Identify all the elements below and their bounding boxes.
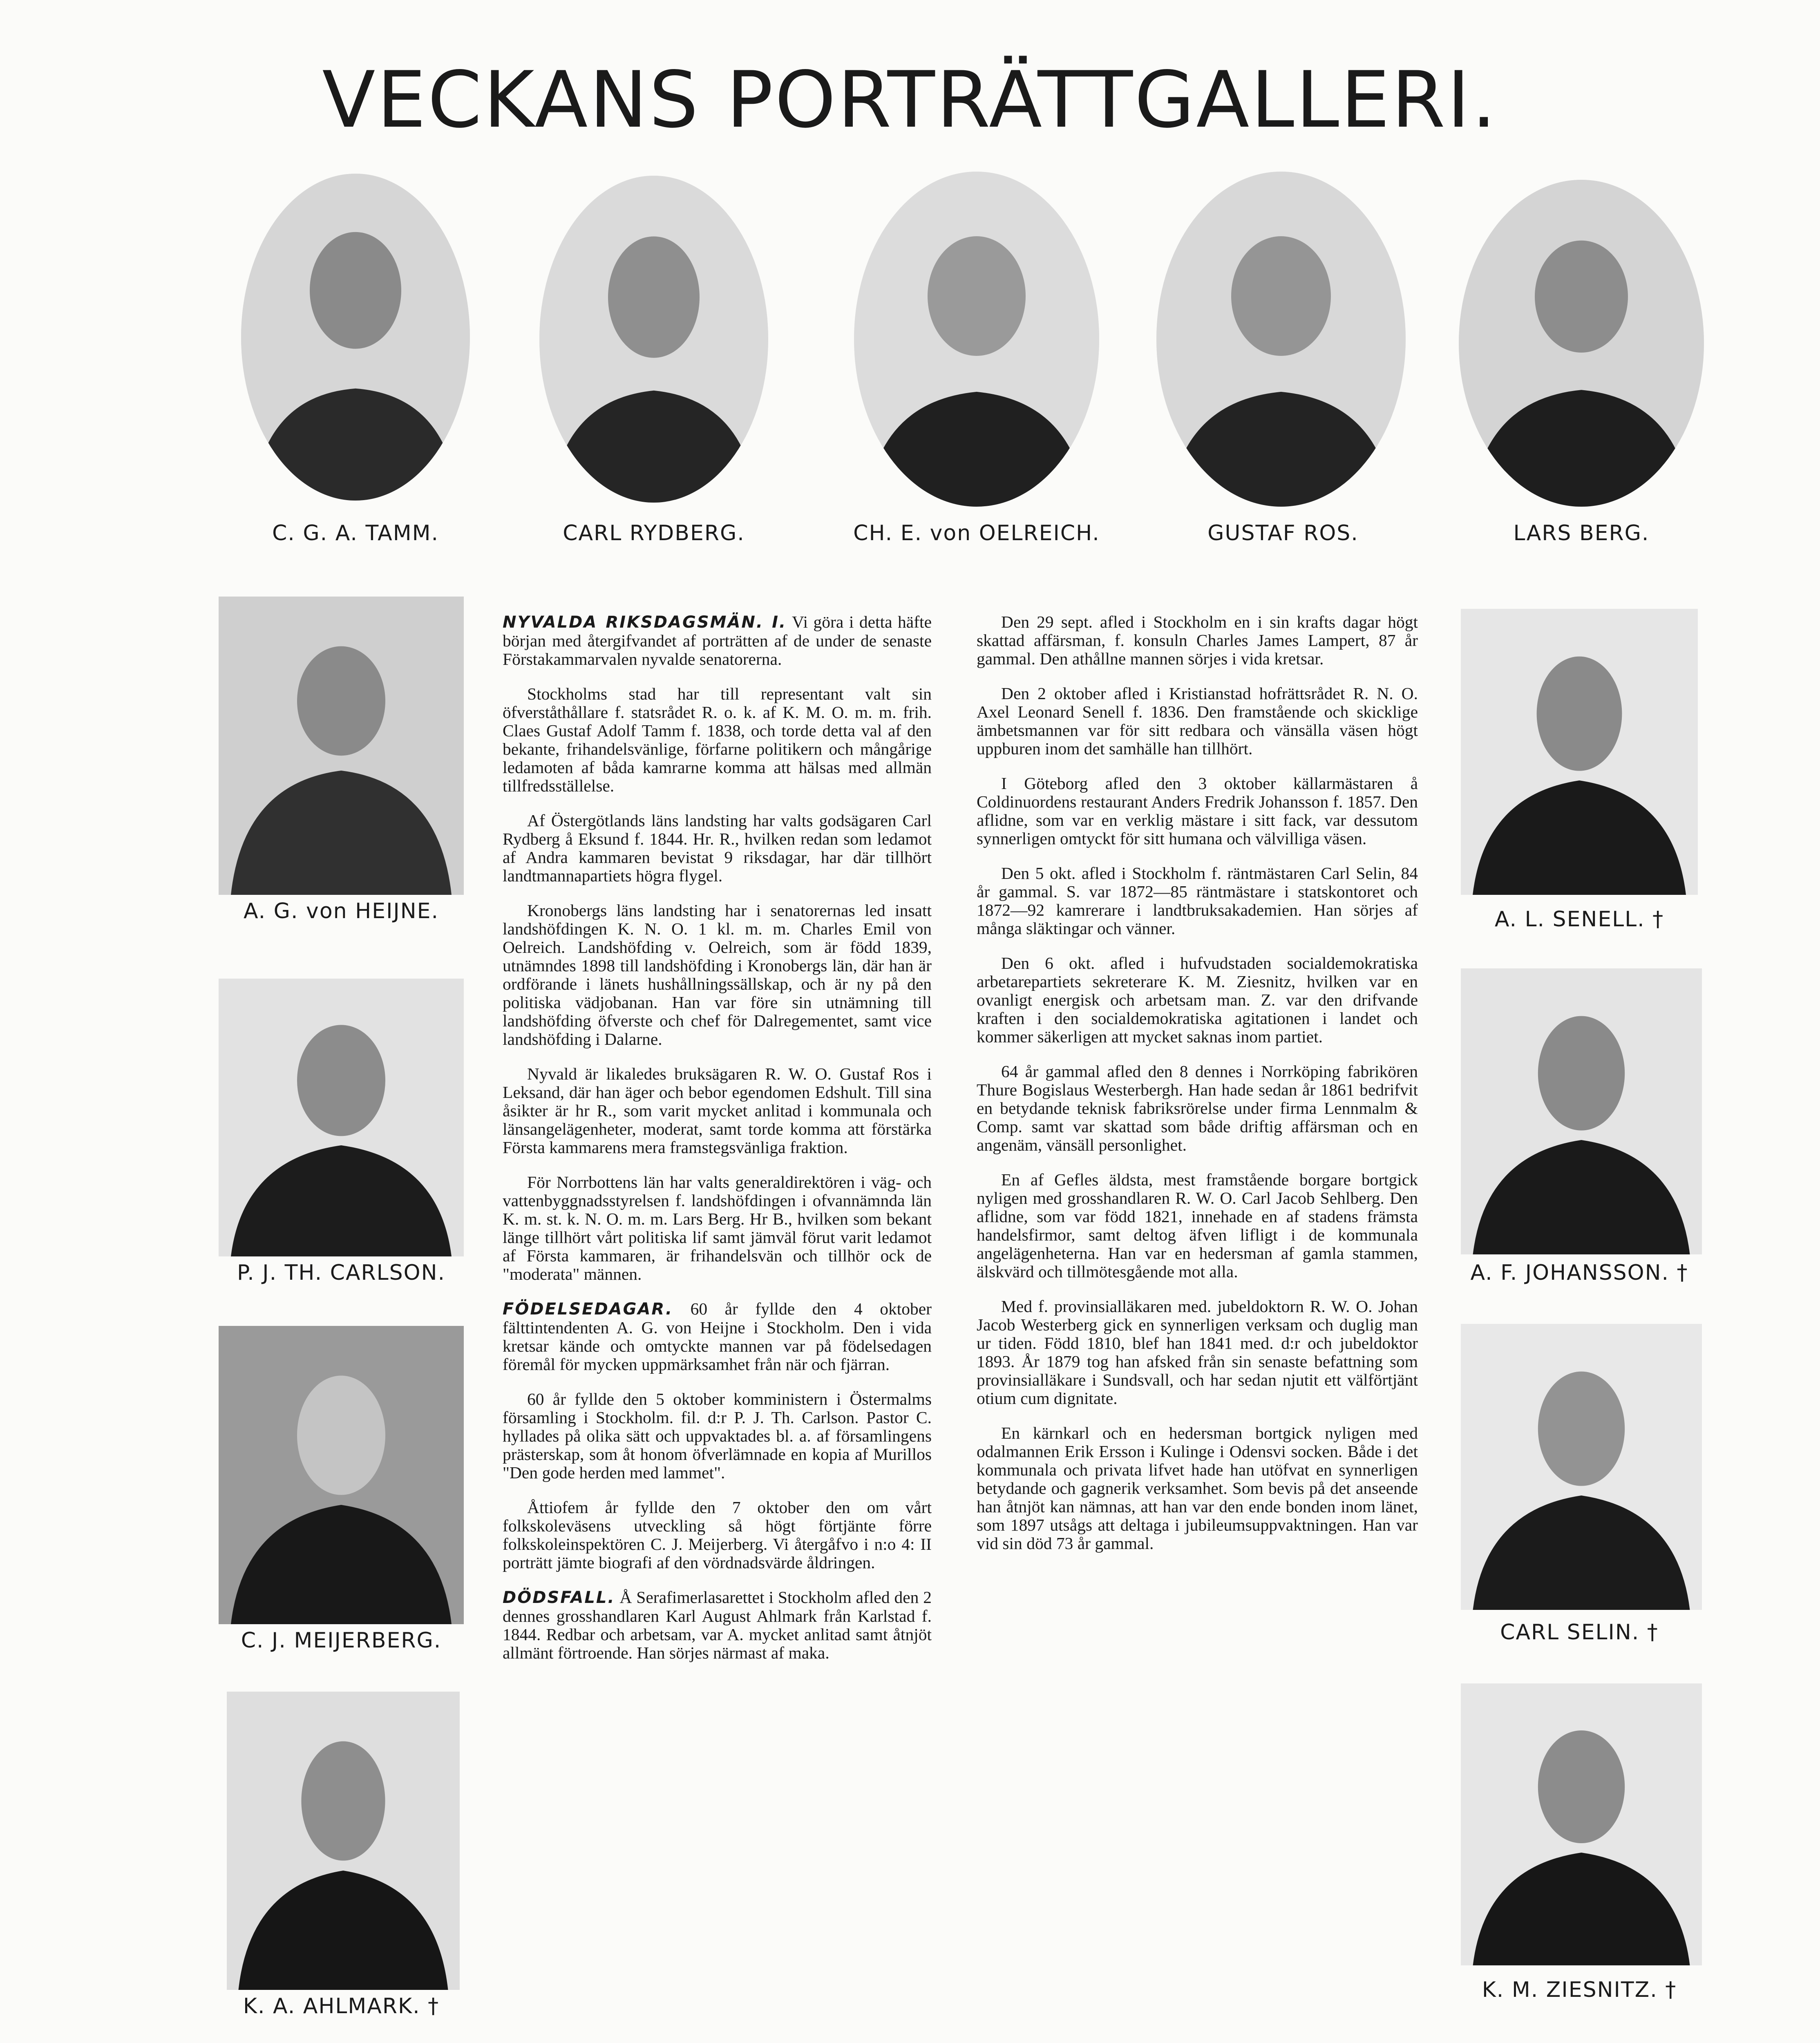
caption-johansson: A. F. JOHANSSON. † xyxy=(1470,1261,1688,1285)
paragraph-text: Åttiofem år fyllde den 7 oktober den om vårt folkskoleväsens utveckling så högt förtjänte förre folkskoleinspektören C. J. Meijerberg. Vi återgåfvo i n:o 4: II porträtt jämte biografi af den vördnadsvärde åldringen. xyxy=(503,1498,932,1572)
caption-heijne: A. G. von HEIJNE. xyxy=(243,899,439,923)
portrait-ros xyxy=(1156,172,1406,507)
section-heading: FÖDELSEDAGAR. xyxy=(503,1300,673,1319)
caption-tamm: C. G. A. TAMM. xyxy=(272,521,439,545)
paragraph-text: Af Östergötlands läns landsting har valts godsägaren Carl Rydberg å Eksund f. 1844. Hr. R., hvilken redan som ledamot af Andra kammaren bevistat 9 riksdagar, har där tillhört landtmannapartiets högra flygel. xyxy=(503,811,932,885)
caption-ziesnitz: K. M. ZIESNITZ. † xyxy=(1482,1978,1677,2002)
article-paragraph: Den 29 sept. afled i Stockholm en i sin krafts dagar högt skattad affärsman, f. konsuln Charles James Lampert, 87 år gammal. Den athållne mannen sörjes i vida kretsar. xyxy=(977,612,1418,668)
portrait-berg xyxy=(1459,180,1704,507)
portrait-johansson xyxy=(1461,968,1702,1254)
article-paragraph xyxy=(503,1498,932,1572)
article-paragraph xyxy=(503,901,932,1048)
article-paragraph xyxy=(503,1300,932,1374)
article-paragraph xyxy=(503,685,932,795)
article-column-right xyxy=(977,613,1418,1569)
caption-oelreich: CH. E. von OELREICH. xyxy=(853,521,1100,545)
article-paragraph xyxy=(503,1065,932,1157)
paragraph-text: 60 år fyllde den 5 oktober komministern i Östermalms församling i Stockholm. fil. d:r P. J. Th. Carlson. Pastor C. hyllades på olika sätt och uppvaktades bl. a. af församlingens prästerskap, som åt honom öfverlämnade en kopia af Murillos "Den gode herden med lammet". xyxy=(503,1390,932,1482)
portrait-oelreich xyxy=(854,172,1099,507)
article-paragraph xyxy=(503,1390,932,1482)
portrait-carlson xyxy=(219,979,464,1256)
paragraph-text: Stockholms stad har till representant valt sin öfverståthållare f. statsrådet R. o. k. af K. M. O. m. m. frih. Claes Gustaf Adolf Tamm f. 1838, och torde detta val af den bekante, frihandelsvänlige, förfarne politikern och mångårige ledamoten af båda kamrarne komma att hälsas med allmän tillfredsställelse. xyxy=(503,684,932,795)
paragraph-text: Å Serafimerlasarettet i Stockholm afled den 2 dennes grosshandlaren Karl August Ahlmark från Karlstad f. 1844. Redbar och arbetsam, var A. mycket anlitad samt åtnjöt allmänt förtroende. Han sörjes närmast af maka. xyxy=(503,1588,932,1662)
article-paragraph: Med f. provinsialläkaren med. jubeldoktorn R. W. O. Johan Jacob Westerberg gick en synnerligen verksam och duglig man ur tiden. Född 1810, blef han 1841 med. d:r och jubeldoktor 1893. År 1879 tog han afsked från sin senaste befattning som provinsialläkare i Sundsvall, och har sedan njutit ett välförtjänt otium cum dignitate. xyxy=(977,1297,1418,1408)
paragraph-text: 60 år fyllde den 4 oktober fälttintendenten A. G. von Heijne i Stockholm. Den i vida kretsar kände och omtyckte mannen var på födelsedagen föremål för mycken uppmärksamhet från när och fjärran. xyxy=(503,1299,932,1374)
paragraph-text: Vi göra i detta häfte början med återgifvandet af porträtten af de under de senaste Förstakammarvalen nyvalde senatorerna. xyxy=(503,612,932,668)
article-paragraph xyxy=(503,1173,932,1283)
portrait-meijerberg xyxy=(219,1326,464,1624)
caption-selin: CARL SELIN. † xyxy=(1500,1620,1659,1645)
article-column-left xyxy=(503,613,932,1679)
portrait-rydberg xyxy=(539,176,768,503)
caption-senell: A. L. SENELL. † xyxy=(1494,907,1664,932)
caption-berg: LARS BERG. xyxy=(1513,521,1650,545)
caption-carlson: P. J. TH. CARLSON. xyxy=(237,1261,446,1285)
article-paragraph: Den 5 okt. afled i Stockholm f. räntmästaren Carl Selin, 84 år gammal. S. var 1872—85 räntmästare i statskontoret och 1872—92 kamrerare i landtbruksakademien. Han sörjes af många släktingar och vänner. xyxy=(977,864,1418,938)
article-paragraph xyxy=(503,1588,932,1662)
section-heading: NYVALDA RIKSDAGSMÄN. I. xyxy=(503,613,787,632)
page-title: VECKANS PORTRÄTTGALLERI. xyxy=(322,55,1498,145)
caption-ahlmark: K. A. AHLMARK. † xyxy=(243,1994,440,2018)
article-paragraph: Den 6 okt. afled i hufvudstaden socialdemokratiska arbetarepartiets sekreterare K. M. Ziesnitz, hvilken var en ovanligt energisk och arbetsam man. Z. var den drifvande kraften i den socialdemokratiska agitationen i landet och kommer säkerligen att mycket saknas inom partiet. xyxy=(977,954,1418,1046)
article-paragraph: En af Gefles äldsta, mest framstående borgare bortgick nyligen med grosshandlaren R. W. O. Carl Jacob Sehlberg. Den aflidne, som var född 1821, innehade en af stadens främsta handelsfirmor, samt deltog äfven lifligt i de kommunala angelägenheterna. Han var en hedersman af gamla stammen, älskvärd och tillmötesgående mot alla. xyxy=(977,1170,1418,1281)
portrait-ahlmark xyxy=(227,1692,460,1990)
portrait-heijne xyxy=(219,597,464,895)
caption-ros: GUSTAF ROS. xyxy=(1207,521,1359,545)
paragraph-text: Kronobergs läns landsting har i senatorernas led insatt landshöfdingen K. N. O. 1 kl. m. m. Charles Emil von Oelreich. Landshöfding v. Oelreich, som är född 1839, utnämndes 1898 till landshöfding i Kronobergs län, där han är ordförande i länets hushållningssällskap, och är ny på den politiska vädjobanan. Han var före sin utnämning till landshöfding öfverste och chef för Dalregementet, samt vice landshöfding i Dalarne. xyxy=(503,901,932,1048)
portrait-tamm xyxy=(241,174,470,501)
article-paragraph: I Göteborg afled den 3 oktober källarmästaren å Coldinuordens restaurant Anders Fredrik Johansson f. 1857. Den aflidne, som var en verklig mästare i sitt fack, var dessutom synnerligen omtyckt för sitt humana och välvilliga väsen. xyxy=(977,774,1418,848)
portrait-senell xyxy=(1461,609,1698,895)
portrait-selin xyxy=(1461,1324,1702,1610)
caption-meijerberg: C. J. MEIJERBERG. xyxy=(241,1628,442,1653)
article-paragraph: 64 år gammal afled den 8 dennes i Norrköping fabrikören Thure Bogislaus Westerbergh. Han hade sedan år 1861 bedrifvit en betydande teknisk fabriksrörelse under firma Lennmalm & Comp. samt var skattad som både driftig affärsman och en angenäm, vänsäll personlighet. xyxy=(977,1062,1418,1154)
caption-rydberg: CARL RYDBERG. xyxy=(563,521,745,545)
paragraph-text: Nyvald är likaledes bruksägaren R. W. O. Gustaf Ros i Leksand, där han äger och bebor egendomen Edshult. Till sina åsikter är hr R., som varit mycket anlitad i kommunala och länsangelägenheter, moderat, samt torde komma att förstärka Första kammarens mera framstegsvänliga fraktion. xyxy=(503,1064,932,1157)
article-paragraph: En kärnkarl och en hedersman bortgick nyligen med odalmannen Erik Ersson i Kulinge i Odensvi socken. Både i det kommunala och privata lifvet hade han utöfvat en synnerligen betydande och gagnerik verksamhet. Som bevis på det anseende han åtnjöt kan nämnas, att han var den ende bonden inom länet, som 1897 utsågs att deltaga i jubileumsuppvaktningen. Han var vid sin död 73 år gammal. xyxy=(977,1424,1418,1553)
portrait-ziesnitz xyxy=(1461,1683,1702,1965)
paragraph-text: För Norrbottens län har valts generaldirektören i väg- och vattenbyggnadsstyrelsen f. landshöfdingen i ofvannämnda län K. m. st. k. N. O. m. m. Lars Berg. Hr B., hvilken som bekant länge tillhört vårt politiska lif samt jämväl förut varit ledamot af Första kammaren, är frihandelsvän och tillhör ock de "moderata" männen. xyxy=(503,1173,932,1283)
article-paragraph xyxy=(503,613,932,668)
article-paragraph: Den 2 oktober afled i Kristianstad hofrättsrådet R. N. O. Axel Leonard Senell f. 1836. Den framstående och skicklige ämbetsmannen var för sitt redbara och vänsälla väsen högt uppburen inom det samhälle han tillhört. xyxy=(977,684,1418,758)
article-paragraph xyxy=(503,811,932,885)
section-heading: DÖDSFALL. xyxy=(503,1588,615,1607)
